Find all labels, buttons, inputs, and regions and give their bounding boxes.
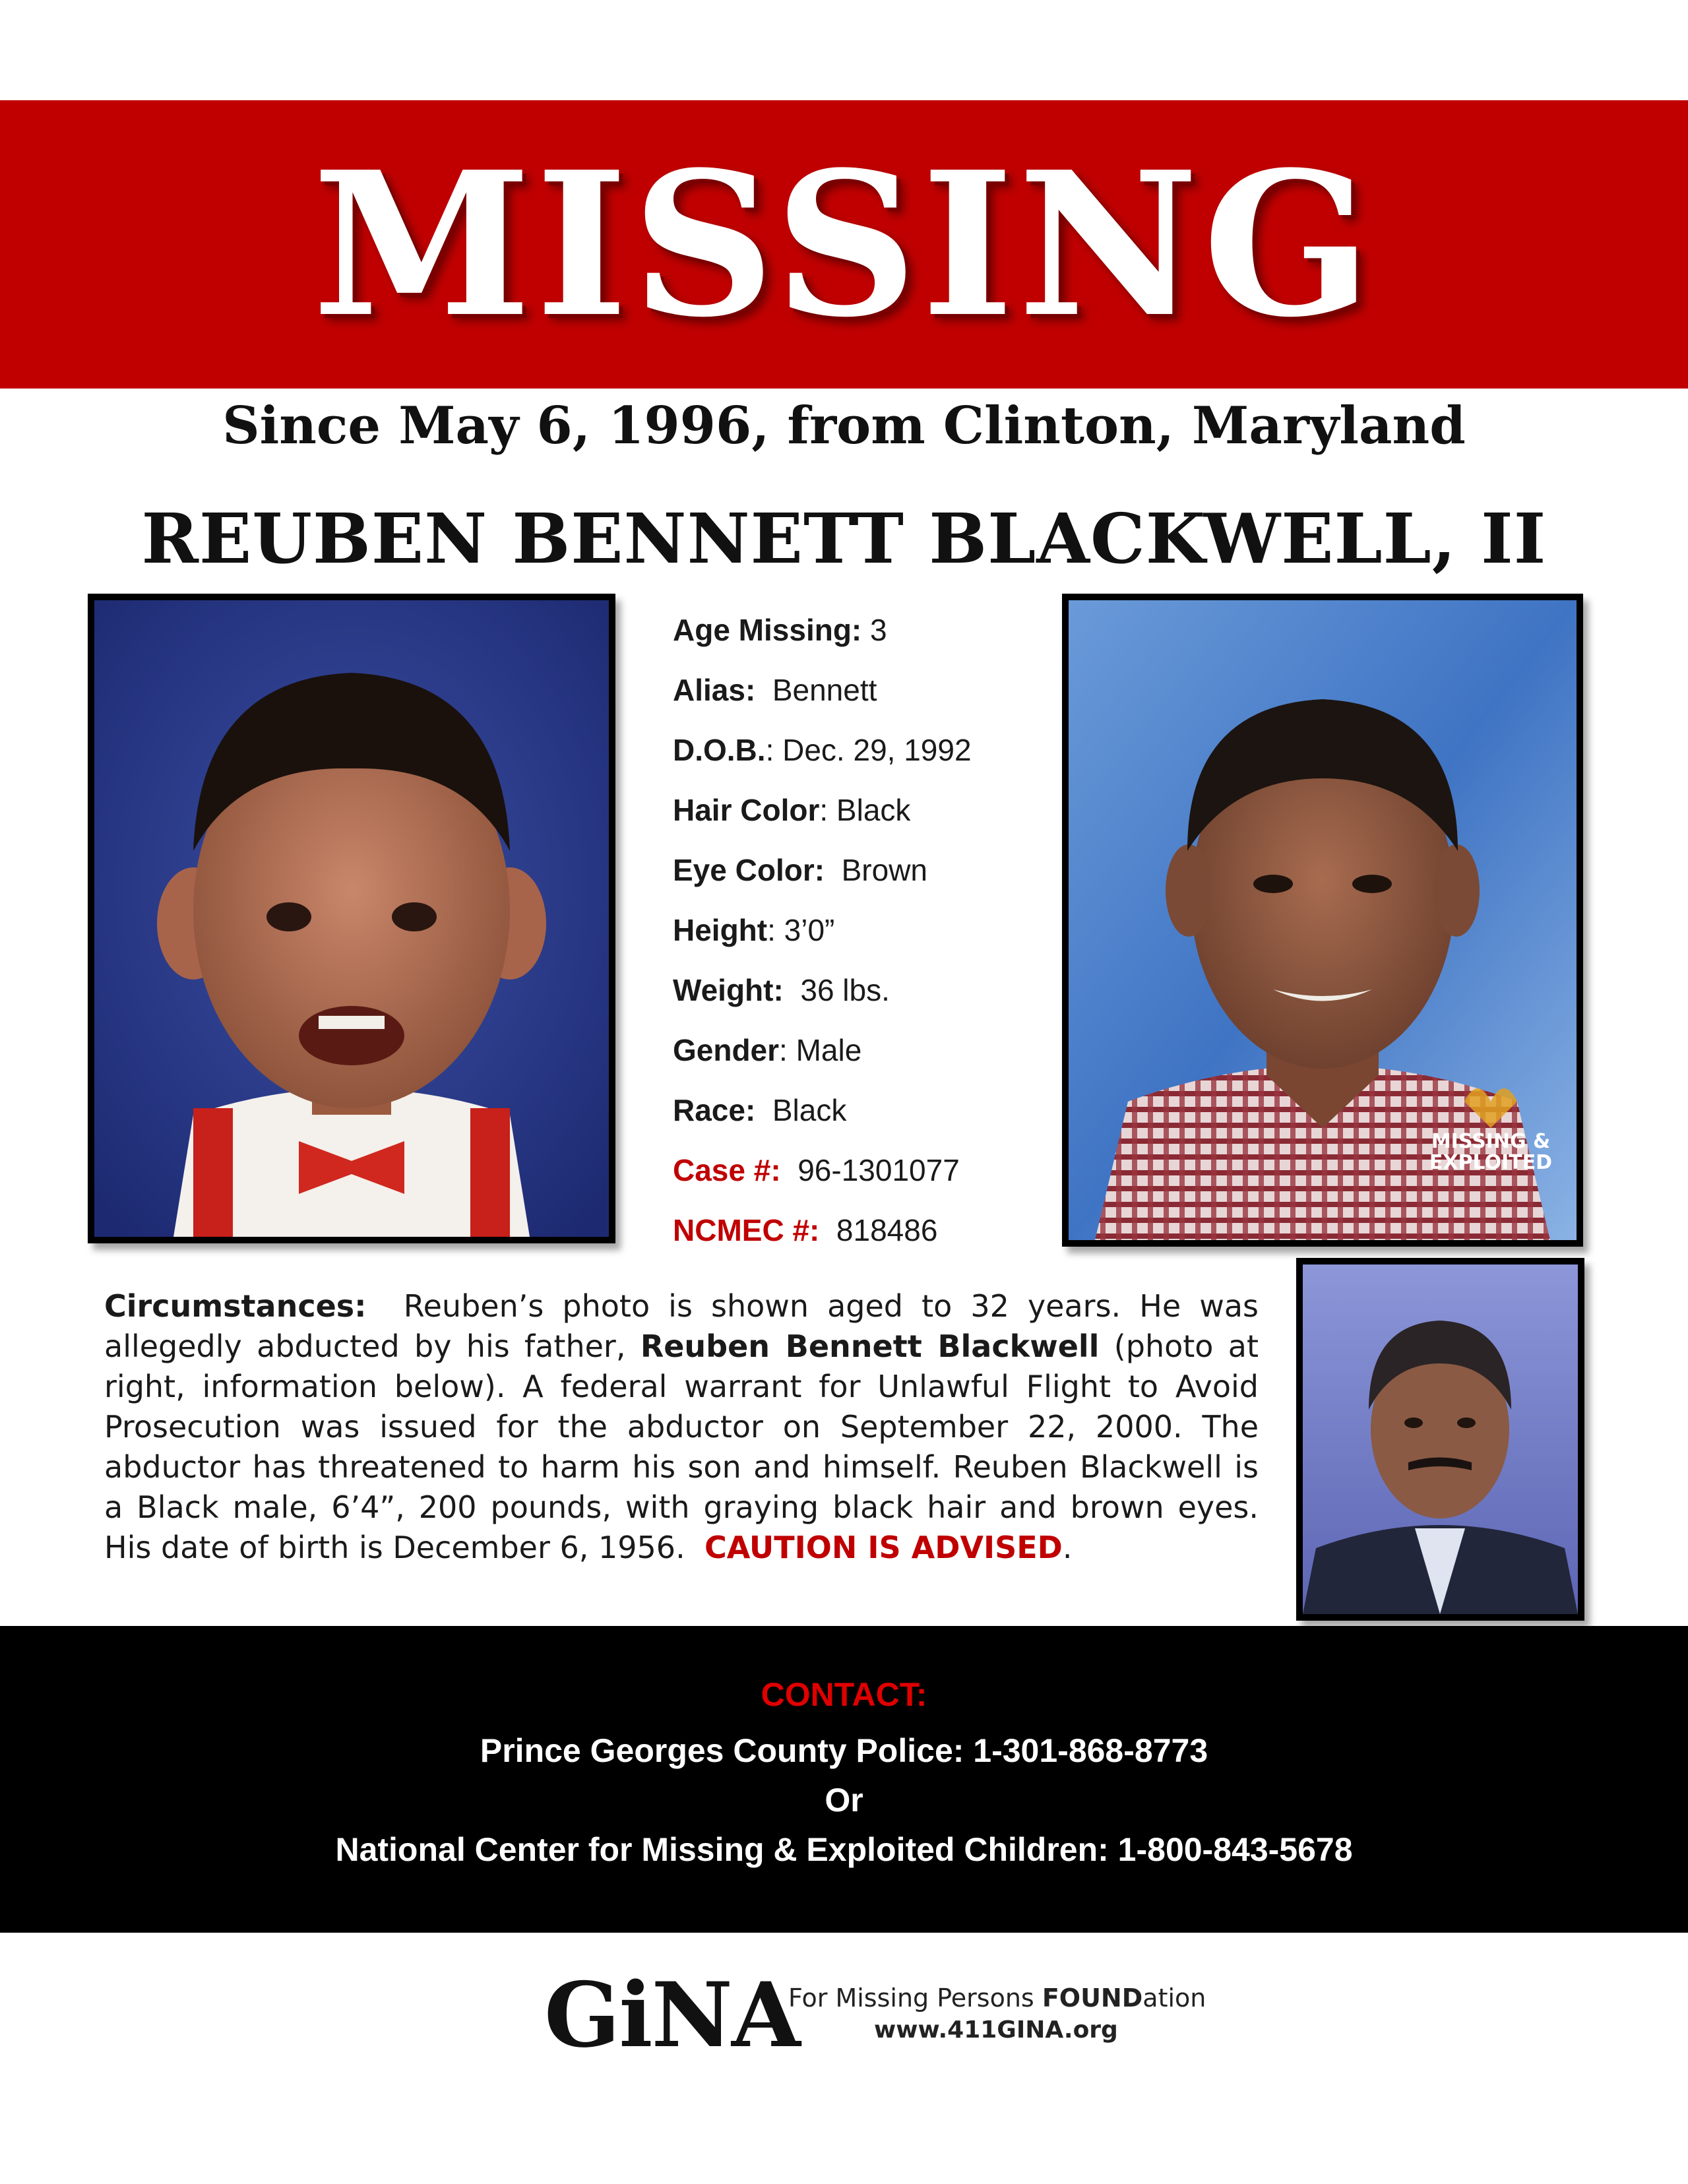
father-name: Reuben Bennett Blackwell — [640, 1328, 1100, 1364]
banner-title: MISSING — [312, 127, 1376, 361]
circumstances-label: Circumstances: — [104, 1288, 367, 1324]
detail-ncmec-number: NCMEC #: 818486 — [673, 1213, 938, 1247]
detail-weight: Weight: 36 lbs. — [673, 973, 890, 1007]
gina-tagline: For Missing Persons FOUNDation — [788, 1983, 1206, 2012]
child-photo — [88, 594, 615, 1243]
person-name: REUBEN BENNETT BLACKWELL, II — [141, 498, 1547, 579]
detail-dob: D.O.B.: Dec. 29, 1992 — [673, 733, 972, 767]
detail-alias: Alias: Bennett — [673, 673, 877, 707]
contact-ncmec: National Center for Missing & Exploited Children: 1-800-843-5678 — [335, 1831, 1353, 1868]
contact-heading: CONTACT: — [761, 1676, 927, 1713]
gina-logo-mark: GiNA — [544, 1962, 799, 2067]
father-photo — [1296, 1258, 1584, 1621]
circumstances-text: Circumstances: Reuben’s photo is shown aged to 32 years. He was allegedly abducted by his father, Reuben Bennett Blackwell (photo at right, information below). A federal warrant for Unlawful Flight to Avoid Prosecution was issued for the abductor on September 22, 2000. The abductor has threatened to harm his son and himself. Reuben Blackwell is a Black male, 6’4”, 200 pounds, with graying black hair and brown eyes. His date of birth is December 6, 1956. CAUTION IS ADVISED. — [104, 1288, 1259, 1565]
caution-notice: CAUTION IS ADVISED — [704, 1530, 1063, 1565]
age-progressed-photo — [1062, 594, 1583, 1247]
detail-hair: Hair Color: Black — [673, 793, 911, 827]
contact-box — [0, 1626, 1688, 1933]
contact-police: Prince Georges County Police: 1-301-868-8773 — [480, 1732, 1208, 1769]
detail-case-number: Case #: 96-1301077 — [673, 1153, 960, 1187]
missing-since: Since May 6, 1996, from Clinton, Maryland — [222, 396, 1466, 456]
detail-eyes: Eye Color: Brown — [673, 853, 927, 887]
contact-or: Or — [825, 1782, 863, 1819]
detail-age: Age Missing: 3 — [673, 613, 887, 647]
svg-text:EXPLOITED: EXPLOITED — [1429, 1151, 1553, 1174]
detail-gender: Gender: Male — [673, 1033, 862, 1067]
details-list — [673, 600, 1042, 1261]
detail-height: Height: 3’0” — [673, 913, 835, 947]
missing-banner — [0, 100, 1688, 389]
gina-logo — [544, 1962, 1206, 2067]
svg-text:MISSING &: MISSING & — [1431, 1130, 1551, 1153]
gina-website: www.411GINA.org — [874, 2016, 1118, 2044]
detail-race: Race: Black — [673, 1093, 847, 1127]
